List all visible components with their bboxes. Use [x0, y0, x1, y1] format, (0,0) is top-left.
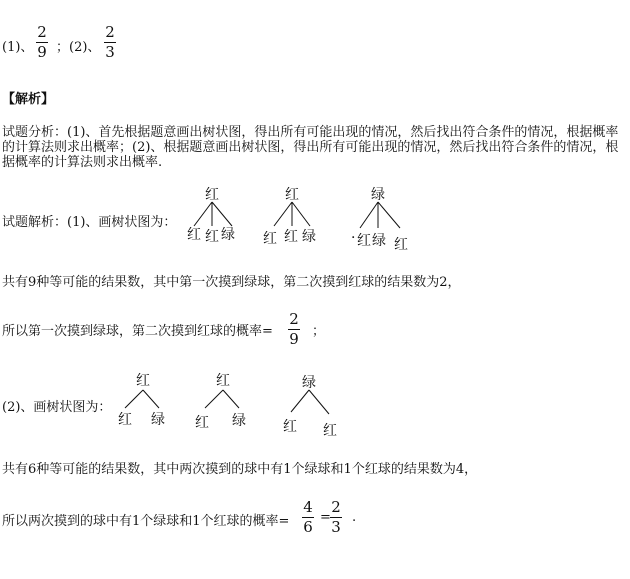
tree2-leaf: 红	[118, 412, 132, 428]
tree1-root-1: 红	[205, 187, 219, 203]
section-heading: 【解析】	[2, 92, 55, 107]
tree1-leaf: 红	[187, 227, 201, 243]
tree2-root-3: 绿	[302, 375, 316, 391]
tree2-leaf: 红	[195, 415, 209, 431]
fraction-denominator: 3	[331, 518, 341, 536]
sentence-1: 共有9种等可能的结果数，其中第一次摸到绿球，第二次摸到红球的结果数为2，	[2, 275, 461, 290]
fraction-numerator: 2	[37, 23, 47, 41]
tree1-leaf: 红	[394, 237, 408, 253]
answer-separator: ；(2)、	[56, 40, 101, 55]
tree2-root-1: 红	[136, 373, 150, 389]
tree1-root-3: 绿	[371, 187, 385, 203]
answer-part1-fraction	[36, 25, 48, 60]
sentence-2-fraction	[288, 312, 300, 347]
tree2-leaf: 红	[323, 423, 337, 439]
tree-diagram-1	[182, 184, 412, 254]
sentence-2: 所以第一次摸到绿球，第二次摸到红球的概率=	[2, 324, 273, 339]
tree2-leaf: 绿	[151, 412, 165, 428]
answer-part2-fraction	[104, 25, 116, 60]
fraction-numerator: 4	[303, 498, 313, 516]
tree1-leaf: 红	[205, 229, 219, 245]
tree1-stray-mark: ·	[351, 230, 356, 246]
part2-intro: (2)、画树状图为：	[2, 400, 112, 415]
tree-diagram-2	[115, 370, 345, 440]
fraction-numerator: 2	[105, 23, 115, 41]
fraction-denominator: 9	[37, 43, 47, 61]
tree1-leaf: 绿	[302, 229, 316, 245]
sentence-3: 共有6种等可能的结果数，其中两次摸到的球中有1个绿球和1个红球的结果数为4，	[2, 462, 478, 477]
sentence-4-equals: =	[320, 510, 331, 525]
fraction-numerator: 2	[331, 498, 341, 516]
tree1-leaf: 红	[357, 233, 371, 249]
solution-intro: 试题解析：(1)、画树状图为：	[2, 215, 177, 230]
sentence-4: 所以两次摸到的球中有1个绿球和1个红球的概率=	[2, 514, 290, 529]
sentence-4-fraction-2	[330, 500, 342, 535]
tree1-leaf: 红	[284, 229, 298, 245]
fraction-numerator: 2	[289, 310, 299, 328]
fraction-denominator: 3	[105, 43, 115, 61]
analysis-paragraph: 试题分析：(1)、首先根据题意画出树状图，得出所有可能出现的情况，然后找出符合条件的情况，根据概率的计算法则求出概率；(2)、根据题意画出树状图，得出所有可能出现的情况，然后找出符合条件的情况，根据概率的计算法则求出概率.	[2, 125, 619, 170]
tree2-leaf: 绿	[232, 413, 246, 429]
fraction-denominator: 6	[303, 518, 313, 536]
sentence-4-fraction-1	[302, 500, 314, 535]
tree2-root-2: 红	[216, 373, 230, 389]
tree1-root-2: 红	[285, 187, 299, 203]
answer-part1-label: (1)、	[2, 40, 34, 55]
tree2-leaf: 红	[283, 419, 297, 435]
sentence-4-suffix: .	[352, 510, 357, 525]
tree1-leaf: 绿	[372, 233, 386, 249]
tree1-leaf: 红	[263, 231, 277, 247]
fraction-denominator: 9	[289, 330, 299, 348]
tree1-leaf: 绿	[221, 227, 235, 243]
sentence-2-suffix: ；	[312, 324, 326, 339]
